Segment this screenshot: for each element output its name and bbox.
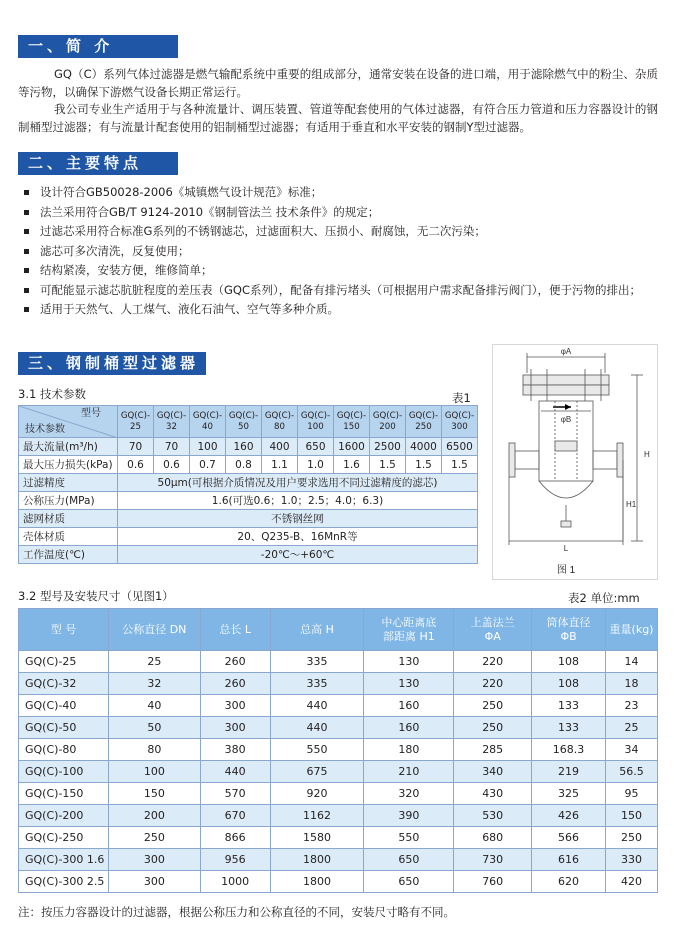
- dims-header-cell: 筒体直径 ΦB: [532, 609, 606, 651]
- table-cell: 150: [606, 805, 658, 827]
- feature-item: 可配能显示滤芯肮脏程度的差压表（GQC系列），配备有排污堵头（可根据用户需求配备排污阀门），便于污物的排出；: [22, 281, 662, 301]
- table-cell: 25: [108, 651, 200, 673]
- table-cell: 550: [364, 827, 454, 849]
- table-cell: 133: [532, 695, 606, 717]
- model-header: GQ(C)- 250: [406, 406, 442, 438]
- loss-cell: 1.5: [442, 456, 478, 474]
- dims-header-cell: 总高 H: [270, 609, 364, 651]
- table-cell: GQ(C)-40: [19, 695, 109, 717]
- table-cell: 440: [270, 717, 364, 739]
- flow-cell: 400: [262, 438, 298, 456]
- table-cell: GQ(C)-150: [19, 783, 109, 805]
- table-cell: 300: [200, 717, 270, 739]
- table-cell: 675: [270, 761, 364, 783]
- table-cell: 100: [108, 761, 200, 783]
- tech-row-value: 20、Q235-B、16MnR等: [118, 528, 478, 546]
- loss-cell: 1.0: [298, 456, 334, 474]
- table-cell: 760: [454, 871, 532, 893]
- table-cell: GQ(C)-50: [19, 717, 109, 739]
- table-cell: 530: [454, 805, 532, 827]
- table-cell: 566: [532, 827, 606, 849]
- table-cell: 250: [454, 695, 532, 717]
- dims-header-row: [19, 609, 658, 651]
- table-cell: 340: [454, 761, 532, 783]
- table-cell: 650: [364, 849, 454, 871]
- dims-header-cell: 中心距离底 部距离 H1: [364, 609, 454, 651]
- label-h: H: [644, 450, 650, 459]
- table-cell: 250: [108, 827, 200, 849]
- table-cell: 23: [606, 695, 658, 717]
- tech-subhead: 3.1 技术参数: [18, 387, 86, 401]
- table-cell: 168.3: [532, 739, 606, 761]
- flow-cell: 1600: [334, 438, 370, 456]
- model-header: GQ(C)- 25: [118, 406, 154, 438]
- loss-cell: 0.7: [190, 456, 226, 474]
- dimensions-table: [18, 608, 658, 893]
- section-title-features: 二、主要特点: [18, 152, 178, 175]
- tech-row-value: -20℃～+60℃: [118, 546, 478, 564]
- table-cell: 220: [454, 651, 532, 673]
- footnote: 注：按压力容器设计的过滤器，根据公称压力和公称直径的不同，安装尺寸略有不同。: [18, 905, 455, 919]
- section-title-filter: 三、钢制桶型过滤器: [18, 352, 206, 375]
- dims-header-cell: 总长 L: [200, 609, 270, 651]
- label-l: L: [563, 544, 569, 553]
- loss-cell: 1.5: [370, 456, 406, 474]
- tech-row-label: 工作温度(℃): [19, 546, 118, 564]
- model-header: GQ(C)- 32: [154, 406, 190, 438]
- tech-row-value: 1.6(可选0.6；1.0；2.5；4.0；6.3): [118, 492, 478, 510]
- table-cell: 300: [108, 849, 200, 871]
- table-cell: 550: [270, 739, 364, 761]
- table-cell: 380: [200, 739, 270, 761]
- table-cell: 426: [532, 805, 606, 827]
- flow-cell: 650: [298, 438, 334, 456]
- feature-list: [22, 183, 662, 320]
- table-cell: GQ(C)-300 1.6: [19, 849, 109, 871]
- table-cell: 650: [364, 871, 454, 893]
- tech-params-table: [18, 405, 478, 564]
- model-header: GQ(C)- 80: [262, 406, 298, 438]
- dims-header-cell: 上盖法兰 ΦA: [454, 609, 532, 651]
- table-cell: 430: [454, 783, 532, 805]
- tech-row-label: 滤网材质: [19, 510, 118, 528]
- table-row: [19, 871, 658, 893]
- table-cell: 325: [532, 783, 606, 805]
- table-cell: 670: [200, 805, 270, 827]
- table-cell: 133: [532, 717, 606, 739]
- figure-caption: 图 1: [556, 565, 576, 576]
- table-cell: 34: [606, 739, 658, 761]
- flow-cell: 6500: [442, 438, 478, 456]
- table-row: [19, 783, 658, 805]
- table-cell: 260: [200, 651, 270, 673]
- model-header: GQ(C)- 50: [226, 406, 262, 438]
- filter-drawing: [493, 345, 659, 581]
- flow-label: 最大流量(m³/h): [19, 438, 118, 456]
- table-cell: 1800: [270, 849, 364, 871]
- table-cell: 260: [200, 673, 270, 695]
- filter-diagram: [492, 344, 658, 580]
- flow-cell: 4000: [406, 438, 442, 456]
- table-cell: 570: [200, 783, 270, 805]
- table-cell: 1580: [270, 827, 364, 849]
- dims-subhead: 3.2 型号及安装尺寸（见图1）: [18, 589, 174, 603]
- dims-header-cell: 公称直径 DN: [108, 609, 200, 651]
- tech-row-value: 不锈钢丝网: [118, 510, 478, 528]
- table-cell: 95: [606, 783, 658, 805]
- label-phi-b: φB: [560, 415, 572, 424]
- table-cell: 32: [108, 673, 200, 695]
- loss-cell: 0.8: [226, 456, 262, 474]
- feature-item: 滤芯可多次清洗，反复使用；: [22, 242, 662, 262]
- table-cell: 680: [454, 827, 532, 849]
- table-cell: 320: [364, 783, 454, 805]
- feature-item: 设计符合GB50028-2006《城镇燃气设计规范》标准；: [22, 183, 662, 203]
- table-cell: GQ(C)-100: [19, 761, 109, 783]
- loss-cell: 0.6: [118, 456, 154, 474]
- tech-row-value: 50μm(可根据介质情况及用户要求选用不同过滤精度的滤芯): [118, 474, 478, 492]
- table-cell: 50: [108, 717, 200, 739]
- table-cell: 250: [454, 717, 532, 739]
- table-cell: 866: [200, 827, 270, 849]
- tech-row: [19, 492, 478, 510]
- table-cell: 160: [364, 717, 454, 739]
- table-cell: 440: [270, 695, 364, 717]
- feature-item: 适用于天然气、人工煤气、液化石油气、空气等多种介质。: [22, 300, 662, 320]
- table-cell: 335: [270, 673, 364, 695]
- flow-cell: 100: [190, 438, 226, 456]
- tech-row: [19, 510, 478, 528]
- table-cell: 1162: [270, 805, 364, 827]
- tech-row: [19, 474, 478, 492]
- table-cell: 108: [532, 651, 606, 673]
- tech-header-row: [19, 406, 478, 438]
- loss-cell: 0.6: [154, 456, 190, 474]
- intro-paragraph-2: 我公司专业生产适用于与各种流量计、调压装置、管道等配套使用的气体过滤器，有符合压力管道和压力容器设计的钢制桶型过滤器；有与流量计配套使用的铝制桶型过滤器；有适用于垂直和水平安装的钢制Y型过滤器。: [18, 102, 658, 134]
- table-cell: 420: [606, 871, 658, 893]
- flow-row: [19, 438, 478, 456]
- table-cell: 80: [108, 739, 200, 761]
- feature-item: 结构紧凑，安装方便，维修简单；: [22, 261, 662, 281]
- model-header: GQ(C)- 300: [442, 406, 478, 438]
- table-cell: 390: [364, 805, 454, 827]
- table-row: [19, 805, 658, 827]
- loss-cell: 1.6: [334, 456, 370, 474]
- table-cell: 130: [364, 651, 454, 673]
- model-header: GQ(C)- 200: [370, 406, 406, 438]
- table-cell: 56.5: [606, 761, 658, 783]
- table-cell: 250: [606, 827, 658, 849]
- dims-body: [19, 651, 658, 893]
- table1-label: 表1: [452, 391, 471, 405]
- loss-row: [19, 456, 478, 474]
- table-cell: 920: [270, 783, 364, 805]
- flow-cell: 70: [154, 438, 190, 456]
- table-cell: 160: [364, 695, 454, 717]
- model-header: GQ(C)- 150: [334, 406, 370, 438]
- tech-row-label: 壳体材质: [19, 528, 118, 546]
- table-row: [19, 827, 658, 849]
- dims-header-cell: 重量(kg): [606, 609, 658, 651]
- table-cell: 956: [200, 849, 270, 871]
- table-cell: 285: [454, 739, 532, 761]
- tech-row: [19, 546, 478, 564]
- intro-text: [18, 66, 658, 136]
- table-cell: 1000: [200, 871, 270, 893]
- table-cell: 220: [454, 673, 532, 695]
- table-cell: 18: [606, 673, 658, 695]
- table-cell: GQ(C)-300 2.5: [19, 871, 109, 893]
- table-cell: 440: [200, 761, 270, 783]
- table-cell: GQ(C)-32: [19, 673, 109, 695]
- table-cell: 40: [108, 695, 200, 717]
- table-row: [19, 717, 658, 739]
- dims-header-cell: 型 号: [19, 609, 109, 651]
- corner-model-label: 型号: [81, 408, 101, 419]
- tech-row: [19, 528, 478, 546]
- table-cell: 330: [606, 849, 658, 871]
- intro-paragraph-1: GQ（C）系列气体过滤器是燃气输配系统中重要的组成部分，通常安装在设备的进口端，用于滤除燃气中的粉尘、杂质等污物，以确保下游燃气设备长期正常运行。: [18, 67, 658, 99]
- section-title-intro: 一、简 介: [18, 35, 178, 58]
- table-cell: GQ(C)-25: [19, 651, 109, 673]
- table-row: [19, 651, 658, 673]
- loss-cell: 1.5: [406, 456, 442, 474]
- flow-cell: 160: [226, 438, 262, 456]
- feature-item: 法兰采用符合GB/T 9124-2010《钢制管法兰 技术条件》的规定；: [22, 203, 662, 223]
- model-header: GQ(C)- 100: [298, 406, 334, 438]
- corner-param-label: 技术参数: [25, 424, 65, 435]
- table-cell: 616: [532, 849, 606, 871]
- table-row: [19, 849, 658, 871]
- table-row: [19, 673, 658, 695]
- table-cell: 300: [108, 871, 200, 893]
- flow-cell: 70: [118, 438, 154, 456]
- table-row: [19, 739, 658, 761]
- table-cell: 300: [200, 695, 270, 717]
- flow-cell: 2500: [370, 438, 406, 456]
- loss-cell: 1.1: [262, 456, 298, 474]
- table2-label: 表2 单位:mm: [568, 591, 640, 605]
- table-row: [19, 761, 658, 783]
- table-cell: 108: [532, 673, 606, 695]
- feature-item: 过滤芯采用符合标准G系列的不锈钢滤芯，过滤面积大、压损小、耐腐蚀，无二次污染；: [22, 222, 662, 242]
- table-cell: GQ(C)-250: [19, 827, 109, 849]
- loss-label: 最大压力损失(kPa): [19, 456, 118, 474]
- model-header: GQ(C)- 40: [190, 406, 226, 438]
- table-cell: 620: [532, 871, 606, 893]
- table-cell: 219: [532, 761, 606, 783]
- label-phi-a: φA: [560, 347, 572, 356]
- label-h1: H1: [626, 500, 637, 509]
- table-cell: 180: [364, 739, 454, 761]
- table-cell: 730: [454, 849, 532, 871]
- tech-row-label: 公称压力(MPa): [19, 492, 118, 510]
- table-cell: 200: [108, 805, 200, 827]
- table-cell: 335: [270, 651, 364, 673]
- table-cell: 150: [108, 783, 200, 805]
- table-row: [19, 695, 658, 717]
- table-cell: GQ(C)-200: [19, 805, 109, 827]
- table-cell: 14: [606, 651, 658, 673]
- tech-row-label: 过滤精度: [19, 474, 118, 492]
- table-cell: 1800: [270, 871, 364, 893]
- table-cell: 210: [364, 761, 454, 783]
- table-cell: GQ(C)-80: [19, 739, 109, 761]
- table-cell: 25: [606, 717, 658, 739]
- table-cell: 130: [364, 673, 454, 695]
- tech-corner-cell: [19, 406, 118, 438]
